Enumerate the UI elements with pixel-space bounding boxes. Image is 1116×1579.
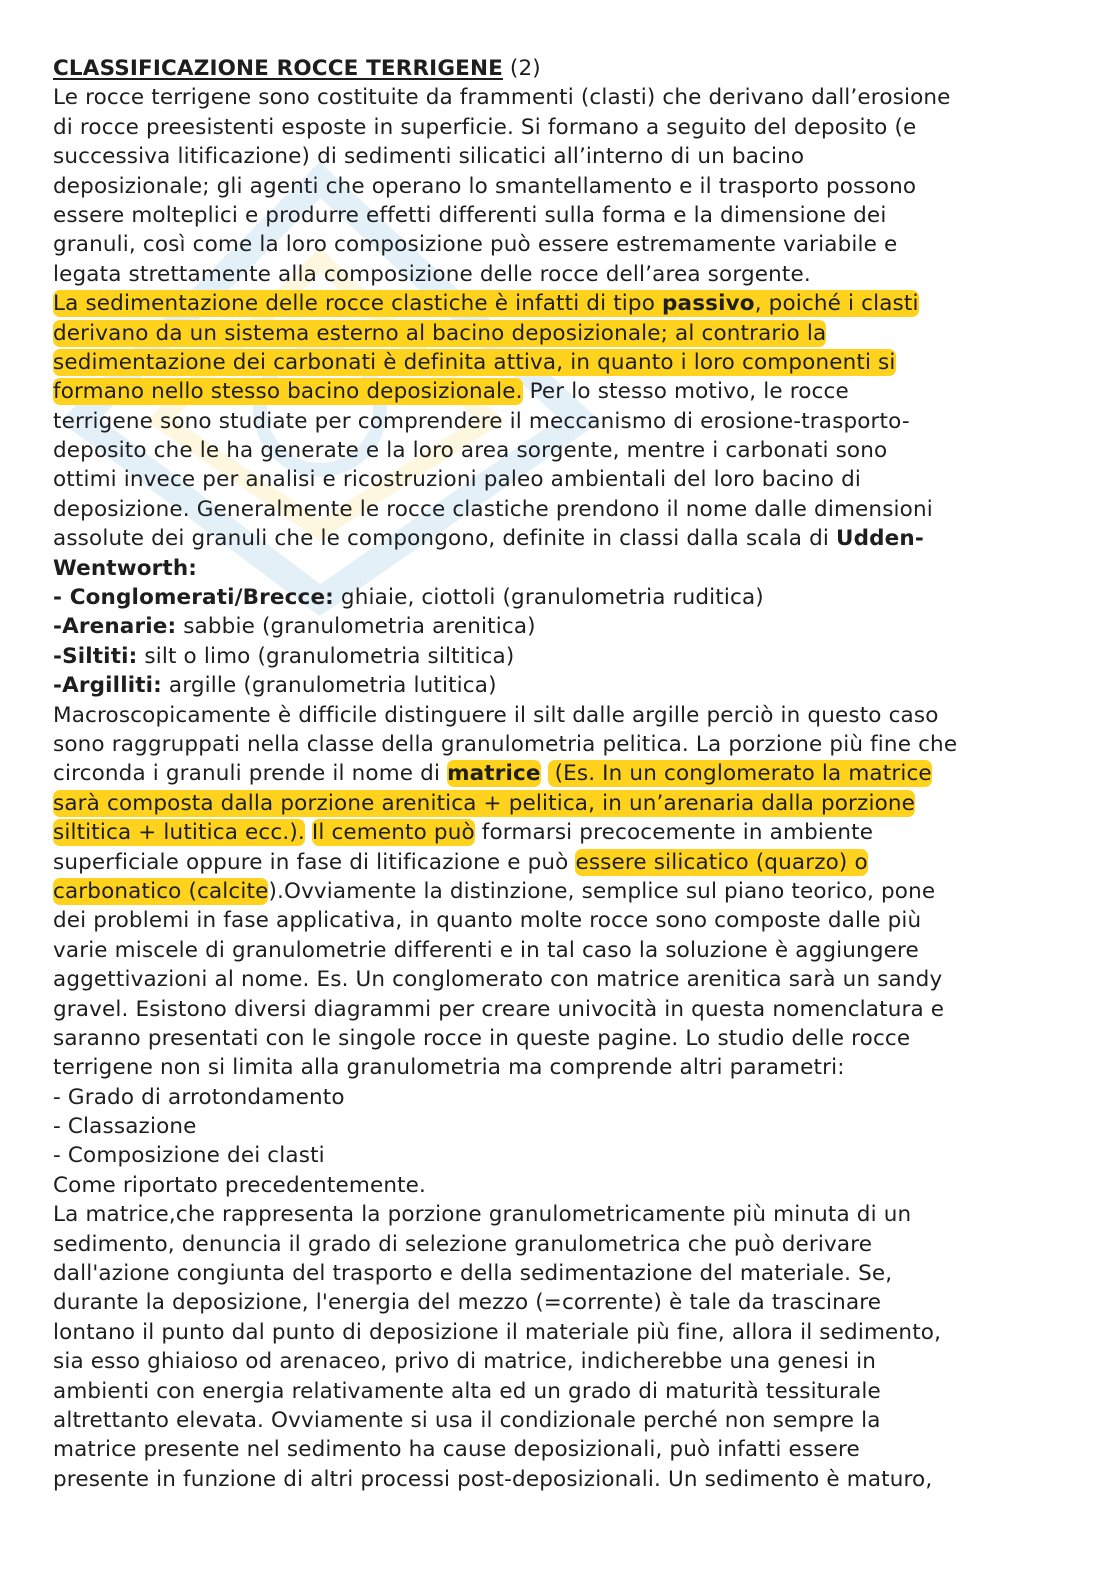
text-line xyxy=(53,554,1073,583)
class-desc: argille (granulometria lutitica) xyxy=(161,673,497,699)
class-item xyxy=(53,583,1073,612)
text-line: deposito che le ha generate e la loro area sorgente, mentre i carbonati sono xyxy=(53,438,888,464)
class-name: -Arenarie: xyxy=(53,614,177,640)
text-line: presente in funzione di altri processi post-deposizionali. Un sedimento è maturo, xyxy=(53,1466,933,1492)
highlight-text: La sedimentazione delle rocce clastiche è infatti di tipo xyxy=(53,291,662,317)
class-item xyxy=(53,642,1073,671)
highlighted-line xyxy=(53,289,1073,318)
text-line: Come riportato precedentemente. xyxy=(53,1172,427,1198)
text-line xyxy=(53,759,1073,788)
highlight xyxy=(53,290,919,317)
text-line: matrice presente nel sedimento ha cause deposizionali, può infatti essere xyxy=(53,1437,860,1463)
text-line xyxy=(53,877,1073,906)
text-line: successiva litificazione) di sedimenti silicatici all’interno di un bacino xyxy=(53,144,805,170)
text-line: ambienti con energia relativamente alta ed un grado di maturità tessiturale xyxy=(53,1378,881,1404)
text-line: terrigene non si limita alla granulometria ma comprende altri parametri: xyxy=(53,1055,845,1081)
text-span: formarsi precocemente in ambiente xyxy=(474,820,874,846)
highlight: siltitica + lutitica ecc.). xyxy=(53,820,305,846)
highlight: sedimentazione dei carbonati è definita attiva, in quanto i loro componenti si xyxy=(53,349,896,375)
highlight: (Es. In un conglomerato la matrice xyxy=(547,761,932,787)
highlight: sarà composta dalla porzione arenitica + pelitica, in un’arenaria dalla porzione xyxy=(53,790,916,816)
highlighted-line xyxy=(53,319,1073,348)
text-line: ottimi invece per analisi e ricostruzioni paleo ambientali del loro bacino di xyxy=(53,467,862,493)
text-line xyxy=(53,848,1073,877)
text-line: legata strettamente alla composizione delle rocce dell’area sorgente. xyxy=(53,261,811,287)
highlight: carbonatico (calcite xyxy=(53,878,269,904)
highlight: formano nello stesso bacino deposizionale. xyxy=(53,379,523,405)
text-line: di rocce preesistenti esposte in superficie. Si formano a seguito del deposito (e xyxy=(53,114,917,140)
param-item: - Composizione dei clasti xyxy=(53,1143,325,1169)
param-item: - Grado di arrotondamento xyxy=(53,1084,345,1110)
text-line: essere molteplici e produrre effetti differenti sulla forma e la dimensione dei xyxy=(53,202,887,228)
text-span: Per lo stesso motivo, le rocce xyxy=(522,379,849,405)
text-line: dall'azione congiunta del trasporto e della sedimentazione del materiale. Se, xyxy=(53,1261,893,1287)
text-line: La matrice,che rappresenta la porzione granulometricamente più minuta di un xyxy=(53,1202,912,1228)
class-name: -Argilliti: xyxy=(53,673,162,699)
text-line: saranno presentati con le singole rocce in queste pagine. Lo studio delle rocce xyxy=(53,1025,911,1051)
text-line: aggettivazioni al nome. Es. Un conglomerato con matrice arenitica sarà un sandy xyxy=(53,967,943,993)
text-line: sedimento, denuncia il grado di selezione granulometrica che può derivare xyxy=(53,1231,873,1257)
bold-term-wentworth: Wentworth: xyxy=(53,555,198,581)
highlighted-line xyxy=(53,348,1073,377)
title-suffix: (2) xyxy=(502,56,541,81)
text-span: ).Ovviamente la distinzione, semplice sul piano teorico, pone xyxy=(268,878,936,904)
text-line xyxy=(53,524,1073,553)
text-line: deposizione. Generalmente le rocce clastiche prendono il nome dalle dimensioni xyxy=(53,496,933,522)
text-line: durante la deposizione, l'energia del mezzo (=corrente) è tale da trascinare xyxy=(53,1290,882,1316)
class-name: -Siltiti: xyxy=(53,643,138,669)
text-line: varie miscele di granulometrie differenti e in tal caso la soluzione è aggiungere xyxy=(53,937,919,963)
document-page xyxy=(53,54,1073,1494)
class-item xyxy=(53,612,1073,641)
highlight: derivano da un sistema esterno al bacino deposizionale; al contrario la xyxy=(53,320,827,346)
text-line xyxy=(53,818,1073,847)
title-line xyxy=(53,54,1073,83)
text-line: terrigene sono studiate per comprendere il meccanismo di erosione-trasporto- xyxy=(53,408,910,434)
text-span: superficiale oppure in fase di litificazione e può xyxy=(53,849,576,875)
text-span: assolute dei granuli che le compongono, definite in classi dalla scala di xyxy=(53,526,836,552)
text-line: deposizionale; gli agenti che operano lo smantellamento e il trasporto possono xyxy=(53,173,917,199)
bold-term-udden: Udden- xyxy=(835,526,924,552)
highlight-text: , poiché i clasti xyxy=(754,291,919,317)
text-line: sia esso ghiaioso od arenaceo, privo di matrice, indicherebbe una genesi in xyxy=(53,1349,877,1375)
text-line: sono raggruppati nella classe della granulometria pelitica. La porzione più fine che xyxy=(53,731,958,757)
text-line: Le rocce terrigene sono costituite da frammenti (clasti) che derivano dall’erosione xyxy=(53,85,951,111)
highlight xyxy=(447,760,541,787)
highlighted-line xyxy=(53,789,1073,818)
bold-term-matrice: matrice xyxy=(447,761,541,787)
class-desc: sabbie (granulometria arenitica) xyxy=(176,614,536,640)
text-line: altrettanto elevata. Ovviamente si usa il condizionale perché non sempre la xyxy=(53,1407,881,1433)
class-name: - Conglomerati/Brecce: xyxy=(53,585,334,611)
text-line: granuli, così come la loro composizione può essere estremamente variabile e xyxy=(53,232,898,258)
text-line: Macroscopicamente è difficile distinguere il silt dalle argille perciò in questo caso xyxy=(53,702,939,728)
class-desc: ghiaie, ciottoli (granulometria ruditica) xyxy=(333,585,764,611)
bold-term-passivo: passivo xyxy=(662,291,755,317)
text-line: gravel. Esistono diversi diagrammi per creare univocità in questa nomenclatura e xyxy=(53,996,945,1022)
highlighted-line xyxy=(53,377,1073,406)
highlight: Il cemento può xyxy=(311,820,475,846)
highlight: essere silicatico (quarzo) o xyxy=(575,849,868,875)
document-title: CLASSIFICAZIONE ROCCE TERRIGENE xyxy=(53,56,503,81)
text-line: dei problemi in fase applicativa, in quanto molte rocce sono composte dalle più xyxy=(53,908,922,934)
class-item xyxy=(53,671,1073,700)
class-desc: silt o limo (granulometria siltitica) xyxy=(137,643,515,669)
param-item: - Classazione xyxy=(53,1114,197,1140)
text-line: lontano il punto dal punto di deposizione il materiale più fine, allora il sedimento, xyxy=(53,1319,942,1345)
text-span: circonda i granuli prende il nome di xyxy=(53,761,448,787)
